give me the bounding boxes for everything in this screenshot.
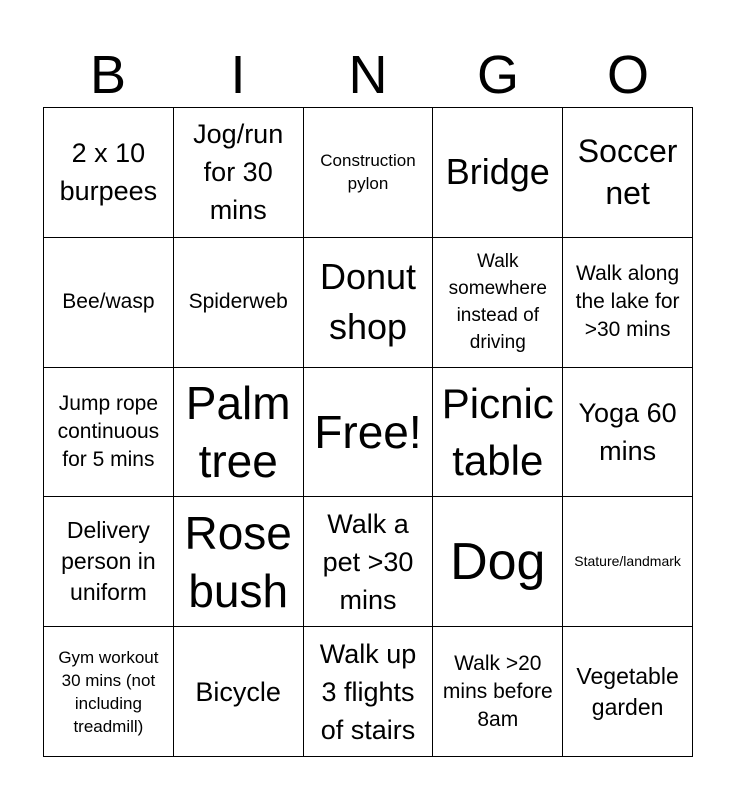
bingo-cell-r4c1[interactable] [44,497,174,627]
cell-label: Spiderweb [188,290,288,314]
cell-label: Walk somewhere instead of driving [448,251,547,354]
cell-label: Picnic table [441,379,554,484]
cell-label: Rose bush [184,506,292,617]
bingo-cell-r3c2[interactable] [174,368,304,498]
bingo-board [43,107,693,757]
bingo-cell-r1c2[interactable] [174,108,304,238]
bingo-cell-r2c3[interactable] [304,238,434,368]
cell-label: 2 x 10 burpees [59,138,158,207]
bingo-cell-r5c3[interactable] [304,627,434,757]
bingo-cell-r1c5[interactable] [563,108,693,238]
cell-label: Walk up 3 flights of stairs [319,638,417,745]
bingo-cell-r4c4[interactable] [433,497,563,627]
header-letter-o: O [606,45,649,105]
cell-label: Dog [450,532,546,591]
cell-label: Delivery person in uniform [61,517,156,606]
bingo-cell-r1c1[interactable] [44,108,174,238]
header-letter-b: B [89,45,127,105]
bingo-cell-r1c3[interactable] [304,108,434,238]
bingo-cell-free[interactable] [304,368,434,498]
cell-label: Stature/landmark [574,553,681,570]
cell-label: Walk along the lake for >30 mins [575,262,680,342]
cell-label: Bee/wasp [62,290,155,314]
bingo-cell-r2c2[interactable] [174,238,304,368]
cell-label: Bicycle [195,676,281,707]
cell-label: Donut shop [319,256,417,348]
header-letter-i: I [230,45,246,105]
header-letter-g: G [476,45,519,105]
cell-label: Gym workout 30 mins (not including treadmill) [58,647,159,736]
bingo-cell-r4c3[interactable] [304,497,434,627]
cell-label: Walk a pet >30 mins [322,508,414,615]
bingo-cell-r5c1[interactable] [44,627,174,757]
bingo-cell-r1c4[interactable] [433,108,563,238]
bingo-cell-r5c2[interactable] [174,627,304,757]
cell-label: Soccer net [577,133,678,212]
bingo-cell-r4c2[interactable] [174,497,304,627]
free-space-label: Free! [314,405,422,458]
cell-label: Walk >20 mins before 8am [442,651,553,731]
bingo-cell-r2c5[interactable] [563,238,693,368]
cell-label: Palm tree [185,376,291,487]
cell-label: Bridge [445,151,550,193]
bingo-cell-r2c4[interactable] [433,238,563,368]
bingo-cell-r3c5[interactable] [563,368,693,498]
cell-label: Jog/run for 30 mins [193,119,284,226]
bingo-cell-r5c5[interactable] [563,627,693,757]
bingo-cell-r3c1[interactable] [44,368,174,498]
bingo-header [43,44,693,106]
header-letter-n: N [348,45,388,105]
bingo-cell-r3c4[interactable] [433,368,563,498]
bingo-cell-r2c1[interactable] [44,238,174,368]
cell-label: Jump rope continuous for 5 mins [57,391,160,471]
cell-label: Construction pylon [320,151,416,194]
bingo-cell-r4c5[interactable] [563,497,693,627]
cell-label: Yoga 60 mins [578,397,677,466]
bingo-cell-r5c4[interactable] [433,627,563,757]
cell-label: Vegetable garden [576,662,679,720]
